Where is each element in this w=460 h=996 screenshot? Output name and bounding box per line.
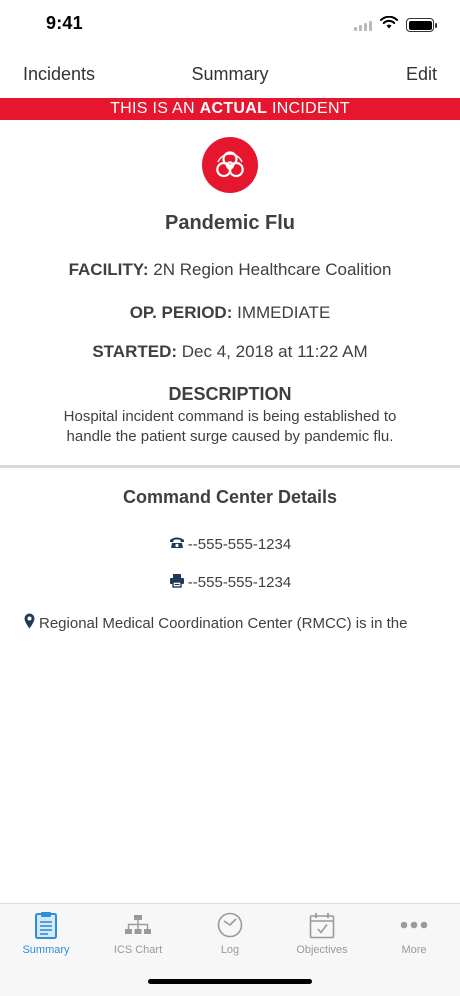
clipboard-icon: [31, 910, 61, 940]
telephone-icon: [169, 535, 185, 553]
tab-label: ICS Chart: [113, 944, 163, 956]
banner-emphasis: ACTUAL: [199, 100, 268, 117]
cellular-signal-icon: [354, 19, 372, 31]
command-center-title: Command Center Details: [122, 487, 338, 507]
tab-label: More: [401, 944, 427, 956]
tab-objectives[interactable]: [276, 910, 368, 962]
incidents-back-button[interactable]: Incidents: [23, 64, 96, 84]
phone-row[interactable]: [0, 535, 460, 553]
started-value: Dec 4, 2018 at 11:22 AM: [181, 342, 368, 361]
location-text: Regional Medical Coordination Center (RMCC) is in the: [39, 614, 408, 632]
section-divider: [0, 465, 460, 468]
incident-name: Pandemic Flu: [164, 212, 296, 234]
banner-prefix: THIS IS AN: [110, 100, 200, 117]
page-title: Summary: [191, 64, 269, 84]
op-period-value: IMMEDIATE: [237, 303, 331, 322]
status-bar: [0, 0, 460, 50]
status-icons: [354, 16, 434, 34]
status-time: 9:41: [46, 13, 83, 33]
description-heading: DESCRIPTION: [168, 384, 292, 404]
op-period-label: OP. PERIOD:: [129, 303, 233, 322]
tab-label: Summary: [22, 944, 70, 956]
started-label: STARTED:: [92, 342, 178, 361]
biohazard-icon: [202, 137, 258, 193]
facility-label: FACILITY:: [68, 260, 149, 279]
description-text: Hospital incident command is being established to handle the patient surge caused by pandemic flu.: [63, 408, 397, 445]
actual-incident-banner: [0, 98, 460, 120]
tab-more[interactable]: [368, 910, 460, 962]
tab-label: Objectives: [296, 944, 348, 956]
battery-icon: [406, 18, 434, 32]
tab-summary[interactable]: [0, 910, 92, 962]
tab-log[interactable]: [184, 910, 276, 962]
home-indicator[interactable]: [148, 979, 312, 984]
fax-row[interactable]: [0, 573, 460, 592]
fax-number: --555-555-1234: [187, 574, 292, 591]
edit-button[interactable]: Edit: [405, 64, 437, 84]
tab-label: Log: [220, 944, 240, 956]
facility-row: [0, 260, 460, 280]
phone-number: --555-555-1234: [187, 535, 292, 553]
log-icon: [215, 910, 245, 940]
started-row: [0, 342, 460, 362]
op-period-row: [0, 303, 460, 323]
wifi-icon: [380, 16, 398, 34]
map-pin-icon: [24, 613, 35, 633]
tab-ics-chart[interactable]: [92, 910, 184, 962]
navigation-bar: [0, 54, 460, 94]
calendar-check-icon: [307, 910, 337, 940]
facility-value: 2N Region Healthcare Coalition: [153, 260, 392, 279]
banner-suffix: INCIDENT: [267, 100, 350, 117]
fax-printer-icon: [169, 573, 185, 592]
location-row[interactable]: [24, 613, 440, 633]
org-chart-icon: [123, 910, 153, 940]
more-icon: [399, 910, 429, 940]
